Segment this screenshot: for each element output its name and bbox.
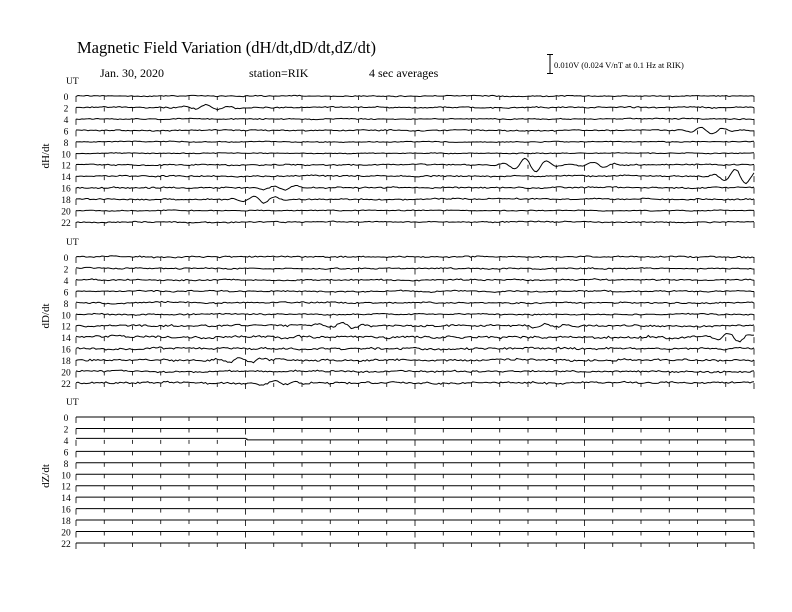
trace-line	[76, 118, 754, 120]
row-label: 12	[61, 161, 71, 172]
trace-line	[76, 95, 754, 96]
row-label: 22	[61, 379, 71, 390]
row-label: 20	[61, 368, 71, 379]
row-label: 4	[63, 436, 69, 447]
row-label: 2	[63, 265, 69, 276]
row-label: 16	[61, 184, 71, 195]
panel-ylabel: dD/dt	[40, 303, 52, 329]
row-label: 0	[63, 254, 69, 264]
row-label: 16	[61, 505, 71, 516]
row-label: 16	[61, 345, 71, 356]
row-label: 12	[61, 322, 71, 333]
trace-line	[76, 267, 754, 269]
date-label: Jan. 30, 2020	[100, 66, 164, 80]
trace-line	[76, 438, 754, 440]
row-label: 8	[63, 138, 69, 149]
row-label: 6	[63, 448, 69, 459]
panel-ylabel: dZ/dt	[40, 464, 52, 488]
row-label: 10	[61, 471, 71, 482]
row-label: 2	[63, 425, 69, 436]
row-label: 6	[63, 127, 69, 138]
row-label: 0	[63, 414, 69, 424]
row-label: 10	[61, 311, 71, 322]
ut-axis-label: UT	[66, 238, 79, 248]
row-label: 8	[63, 299, 69, 310]
ut-axis-label: UT	[66, 77, 79, 87]
row-label: 18	[61, 517, 71, 528]
row-label: 0	[63, 93, 69, 103]
row-label: 22	[61, 218, 71, 229]
row-label: 14	[61, 494, 71, 505]
row-label: 22	[61, 539, 71, 550]
row-label: 6	[63, 288, 69, 299]
row-label: 10	[61, 150, 71, 161]
row-label: 20	[61, 528, 71, 539]
trace-line	[76, 279, 754, 281]
ut-axis-label: UT	[66, 398, 79, 408]
trace-line	[76, 141, 754, 142]
row-label: 2	[63, 104, 69, 115]
panel-ylabel: dH/dt	[40, 143, 52, 169]
row-label: 14	[61, 173, 71, 184]
row-label: 18	[61, 196, 71, 207]
trace-line	[76, 210, 754, 211]
row-label: 14	[61, 334, 71, 345]
row-label: 12	[61, 482, 71, 493]
row-label: 4	[63, 115, 69, 126]
row-label: 8	[63, 459, 69, 470]
row-label: 18	[61, 357, 71, 368]
scale-label: 0.010V (0.024 V/nT at 0.1 Hz at RIK)	[554, 60, 684, 70]
station-label: station=RIK	[249, 66, 309, 80]
row-label: 4	[63, 276, 69, 287]
row-label: 20	[61, 207, 71, 218]
averaging-label: 4 sec averages	[369, 66, 439, 80]
page-title: Magnetic Field Variation (dH/dt,dD/dt,dZ/dt)	[77, 38, 376, 57]
